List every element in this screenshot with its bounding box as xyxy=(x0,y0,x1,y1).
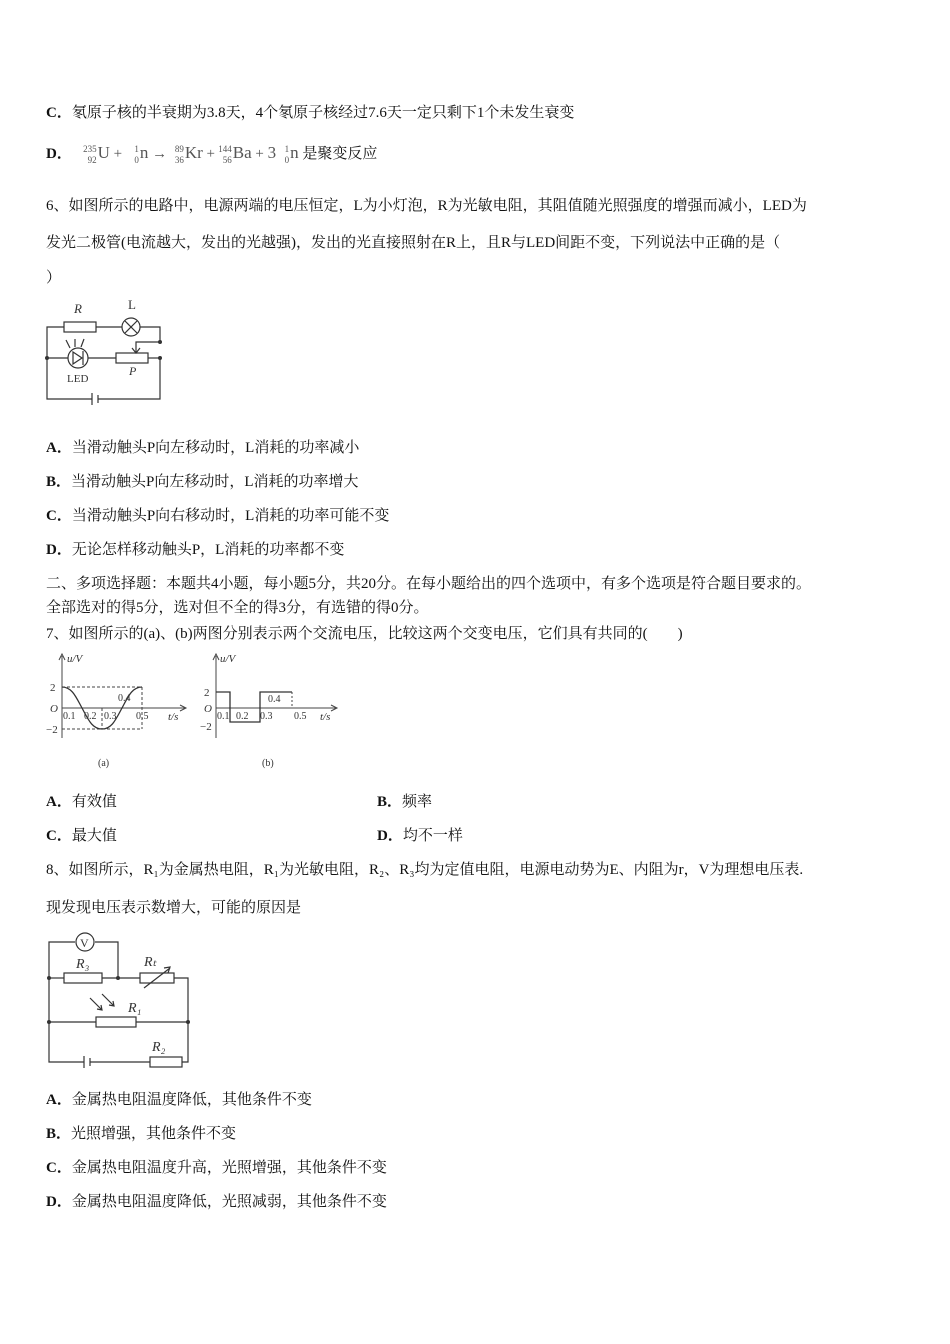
option-label: C． xyxy=(46,828,72,844)
x-tick: 0.5 xyxy=(294,711,307,722)
y-tick: 2 xyxy=(204,687,210,699)
option-label: D． xyxy=(46,1194,72,1210)
q8-option-d xyxy=(46,1192,387,1212)
q7-stem: 7、如图所示的(a)、(b)两图分别表示两个交流电压，比较这两个交变电压，它们具有共同的( ) xyxy=(46,626,683,642)
q5-option-c xyxy=(46,103,574,123)
label-R: R xyxy=(74,301,82,316)
section2-heading-line2: 全部选对的得5分，选对但不全的得3分，有选错的得0分。 xyxy=(46,600,429,616)
q7-option-d xyxy=(377,826,463,846)
q6-stem-line3: ） xyxy=(46,270,62,286)
q8-stem-line1: 8、如图所示，R₁为金属热电阻，R₁为光敏电阻，R₂、R₃均为定值电阻，电源电动势为E、内阻为r，V为理想电压表. xyxy=(46,862,804,878)
label-L: L xyxy=(128,297,136,312)
x-tick: 0.2 xyxy=(84,711,97,722)
y-tick: −2 xyxy=(200,721,212,733)
x-tick: 0.1 xyxy=(63,711,76,722)
graph-caption: (b) xyxy=(262,758,274,769)
origin-label: O xyxy=(204,703,212,715)
q7-graph-b xyxy=(196,650,346,772)
x-tick: 0.4 xyxy=(268,694,281,705)
option-text: 均不一样 xyxy=(402,828,463,844)
option-label: C． xyxy=(46,1160,72,1176)
option-label: B． xyxy=(46,474,72,490)
q6-option-b xyxy=(46,472,359,492)
q8-option-b xyxy=(46,1124,236,1144)
option-label: B． xyxy=(46,1126,72,1142)
x-tick: 0.3 xyxy=(260,711,273,722)
x-tick: 0.1 xyxy=(217,711,230,722)
option-label: D． xyxy=(377,828,403,844)
q6-stem-line1: 6、如图所示的电路中，电源两端的电压恒定，L为小灯泡，R为光敏电阻，其阻值随光照强度的增强而减小，LED为 xyxy=(46,198,807,214)
option-text: 氡原子核的半衰期为3.8天，4个氡原子核经过7.6天一定只剩下1个未发生衰变 xyxy=(71,105,575,121)
label-P: P xyxy=(129,364,137,378)
q7-option-b xyxy=(377,792,432,812)
option-label: A． xyxy=(46,440,72,456)
y-axis-label: u/V xyxy=(67,653,83,665)
option-label: A． xyxy=(46,1092,72,1108)
option-text: 金属热电阻温度降低，其他条件不变 xyxy=(71,1092,312,1108)
label-LED: LED xyxy=(67,373,89,385)
option-text: 无论怎样移动触头P，L消耗的功率都不变 xyxy=(71,542,345,558)
x-tick: 0.3 xyxy=(104,711,117,722)
option-text: 频率 xyxy=(402,794,433,810)
label-R2: R₂ xyxy=(152,1040,166,1055)
nuclear-equation: 235 92 U + 1 0 n → 89 36 Kr + 144 56 Ba + 3 1 0 n xyxy=(83,143,299,165)
q7-option-c xyxy=(46,826,117,846)
q8-option-c xyxy=(46,1158,387,1178)
label-R3: R₃ xyxy=(76,957,90,972)
q6-stem-line2: 发光二极管(电流越大，发出的光越强)，发出的光直接照射在R上，且R与LED间距不变，下列说法中正确的是（ xyxy=(46,235,781,251)
q8-option-a xyxy=(46,1090,312,1110)
option-text: 是聚变反应 xyxy=(302,146,378,162)
option-text: 当滑动触头P向左移动时，L消耗的功率增大 xyxy=(71,474,359,490)
option-label: C． xyxy=(46,105,72,121)
option-text: 有效值 xyxy=(71,794,117,810)
label-R1: R₁ xyxy=(128,1001,142,1016)
y-tick: 2 xyxy=(50,682,56,694)
x-tick: 0.4 xyxy=(118,693,131,704)
q6-circuit-diagram xyxy=(40,296,170,408)
option-text: 当滑动触头P向左移动时，L消耗的功率减小 xyxy=(71,440,360,456)
option-label: D． xyxy=(46,146,72,162)
option-text: 金属热电阻温度降低，光照减弱，其他条件不变 xyxy=(71,1194,387,1210)
x-axis-label: t/s xyxy=(320,711,331,723)
q8-stem-line2: 现发现电压表示数增大，可能的原因是 xyxy=(46,900,302,916)
q6-option-a xyxy=(46,438,359,458)
option-text: 当滑动触头P向右移动时，L消耗的功率可能不变 xyxy=(71,508,390,524)
y-tick: −2 xyxy=(46,724,58,736)
q6-option-d xyxy=(46,540,344,560)
option-text: 光照增强，其他条件不变 xyxy=(71,1126,237,1142)
q6-option-c xyxy=(46,506,389,526)
label-Rt: Rₜ xyxy=(144,955,157,970)
option-label: A． xyxy=(46,794,72,810)
option-label: B． xyxy=(377,794,403,810)
x-tick: 0.5 xyxy=(136,711,149,722)
q7-graph-a xyxy=(40,650,195,772)
label-V: V xyxy=(80,936,89,950)
option-text: 金属热电阻温度升高，光照增强，其他条件不变 xyxy=(71,1160,387,1176)
x-axis-label: t/s xyxy=(168,711,179,723)
q8-circuit-diagram xyxy=(42,928,194,1070)
option-label: D． xyxy=(46,542,72,558)
q7-option-a xyxy=(46,792,117,812)
origin-label: O xyxy=(50,703,58,715)
option-label: C． xyxy=(46,508,72,524)
graph-caption: (a) xyxy=(98,758,110,769)
x-tick: 0.2 xyxy=(236,711,249,722)
section2-heading-line1: 二、多项选择题：本题共4小题，每小题5分，共20分。在每小题给出的四个选项中，有多个选项是符合题目要求的。 xyxy=(46,576,812,592)
y-axis-label: u/V xyxy=(220,653,236,665)
option-text: 最大值 xyxy=(71,828,117,844)
q5-option-d xyxy=(46,143,377,165)
